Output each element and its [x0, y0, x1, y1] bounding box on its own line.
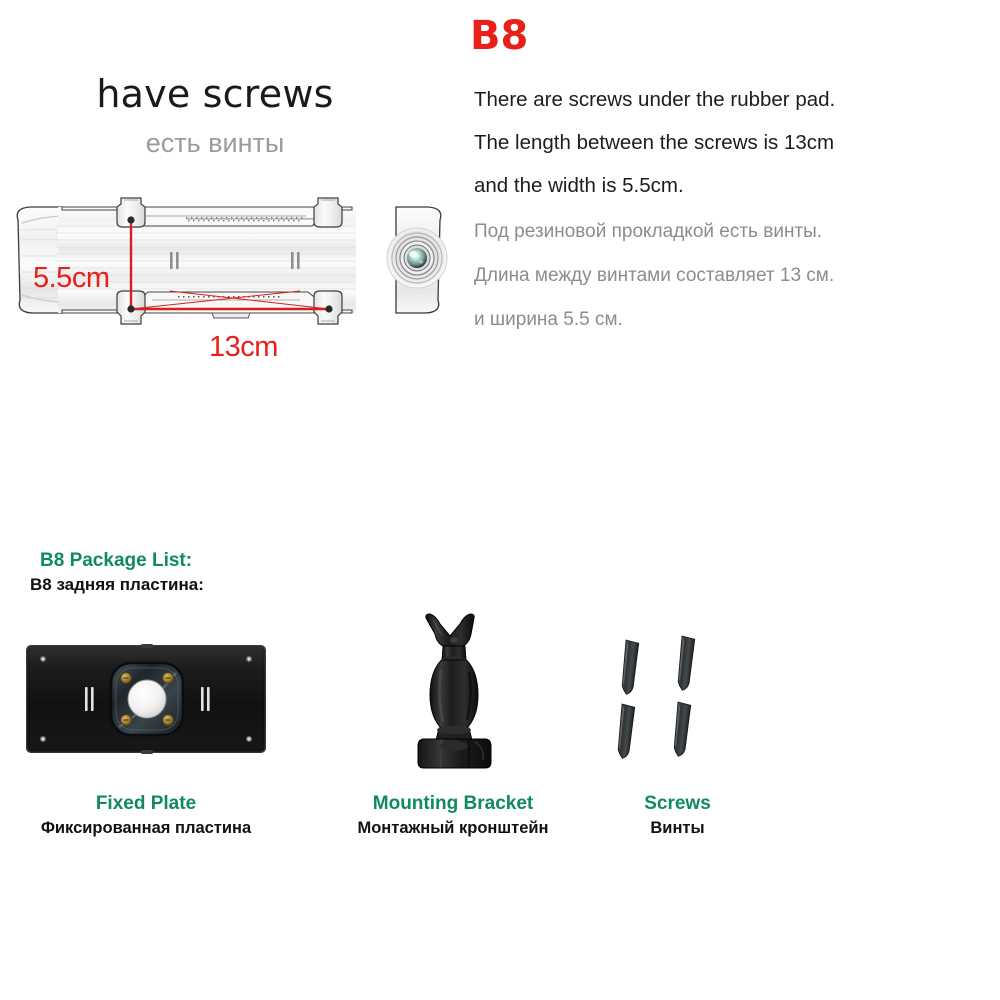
package-item-label-en: Fixed Plate [95, 793, 197, 814]
mirror-right-end [387, 207, 447, 313]
camera-lens-icon [387, 228, 447, 288]
mirror-left-end [17, 207, 62, 313]
package-item-label-ru: Монтажный кронштейн [357, 819, 549, 837]
screw-4 [672, 702, 691, 757]
package-item-fixed-plate [16, 625, 276, 837]
bracket-claw [426, 614, 474, 650]
screw-1 [620, 640, 639, 695]
description-en-line-1: There are screws under the rubber pad. [474, 88, 836, 111]
screw-2 [676, 636, 695, 691]
description-ru-line-1: Под резиновой прокладкой есть винты. [474, 221, 823, 242]
dimension-width-label: 13cm [209, 331, 278, 363]
have-screws-heading-en: have screws [96, 72, 334, 116]
package-item-screws [570, 608, 785, 837]
package-item-mounting-bracket [323, 600, 583, 837]
description-en-line-2: The length between the screws is 13cm [474, 131, 835, 154]
package-list-title-ru: B8 задняя пластина: [30, 575, 204, 594]
mounting-bracket-icon [323, 600, 583, 775]
package-list-title-en: B8 Package List: [40, 550, 193, 571]
bracket-base [418, 739, 491, 768]
fixed-plate-icon [16, 625, 276, 775]
dimension-height-label: 5.5cm [33, 262, 110, 294]
screw-3 [616, 704, 635, 759]
model-badge: B8 [470, 13, 529, 59]
package-item-label-en: Mounting Bracket [372, 793, 534, 814]
package-item-label-ru: Винты [650, 819, 705, 837]
have-screws-heading-ru: есть винты [145, 128, 285, 158]
description-en-line-3: and the width is 5.5cm. [474, 174, 684, 197]
mount-tab-top-right [314, 198, 342, 227]
package-item-label-ru: Фиксированная пластина [40, 819, 252, 837]
package-item-label-en: Screws [644, 793, 711, 814]
screws-icon [570, 608, 785, 775]
description-ru-line-2: Длина между винтами составляет 13 см. [474, 265, 835, 286]
description-ru-line-3: и ширина 5.5 см. [474, 309, 623, 330]
